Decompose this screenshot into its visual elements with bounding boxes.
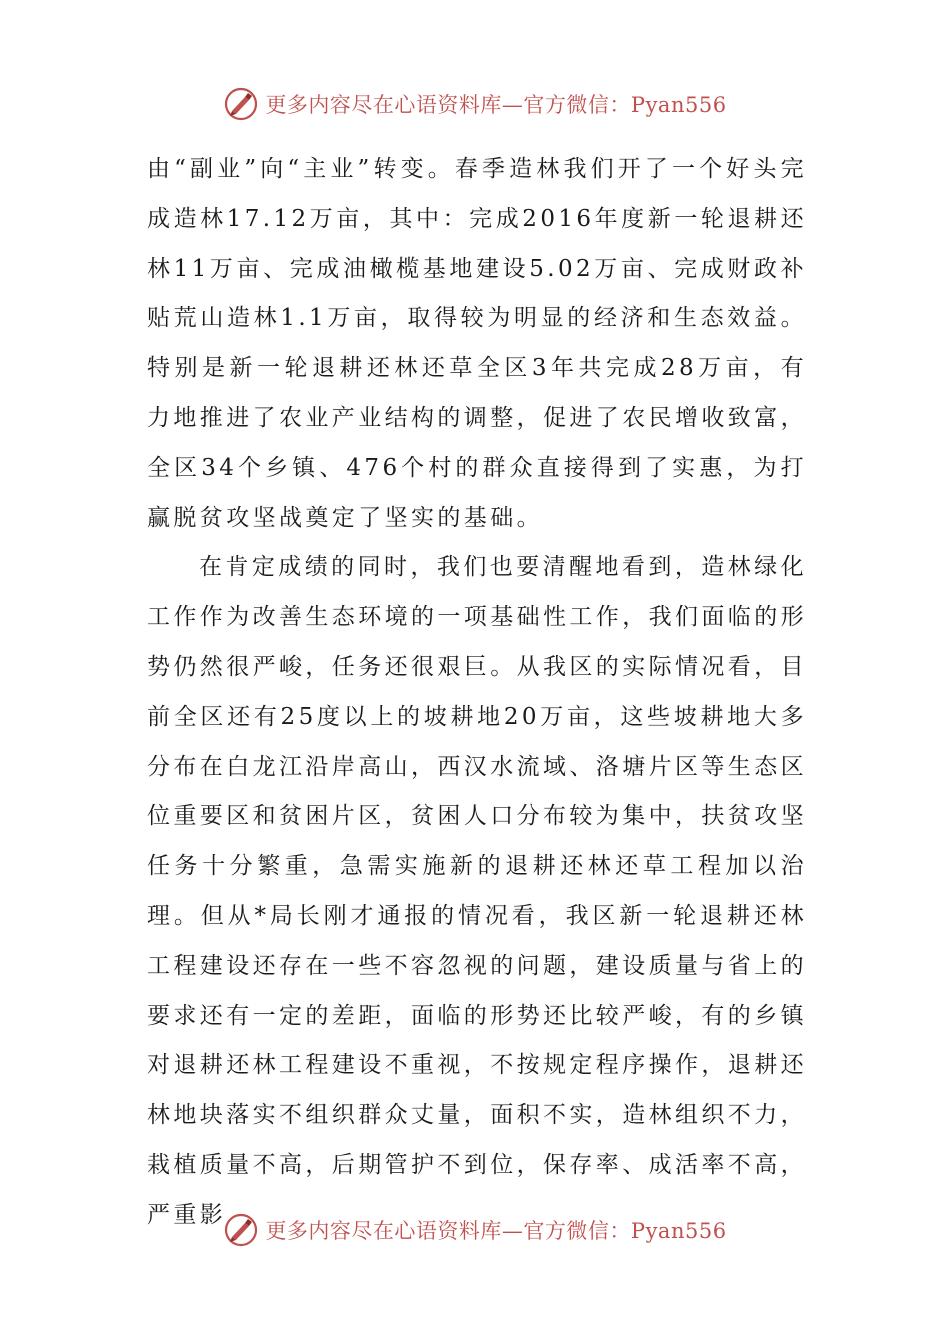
- footer-banner-text: 更多内容尽在心语资料库—官方微信：Pyan556: [265, 1219, 727, 1243]
- paragraph-1: 由“副业”向“主业”转变。春季造林我们开了一个好头完成造林17.12万亩，其中：完成2016年度新一轮退耕还林11万亩、完成油橄榄基地建设5.02万亩、完成财政补贴荒山造林1.1万亩，取得较为明显的经济和生态效益。特别是新一轮退耕还林还草全区3年共完成28万亩，有力地推进了农业产业结构的调整，促进了农民增收致富，全区34个乡镇、476个村的群众直接得到了实惠，为打赢脱贫攻坚战奠定了坚实的基础。: [147, 156, 807, 531]
- document-body: [147, 145, 807, 1241]
- header-banner-text: 更多内容尽在心语资料库—官方微信：Pyan556: [265, 93, 727, 117]
- pen-logo-icon: [223, 1212, 259, 1248]
- footer-banner: [0, 1210, 950, 1250]
- header-banner: [0, 84, 950, 124]
- paragraph-2: 在肯定成绩的同时，我们也要清醒地看到，造林绿化工作作为改善生态环境的一项基础性工作，我们面临的形势仍然很严峻，任务还很艰巨。从我区的实际情况看，目前全区还有25度以上的坡耕地20万亩，这些坡耕地大多分布在白龙江沿岸高山，西汉水流域、洛塘片区等生态区位重要区和贫困片区，贫困人口分布较为集中，扶贫攻坚任务十分繁重，急需实施新的退耕还林还草工程加以治理。但从*局长刚才通报的情况看，我区新一轮退耕还林工程建设还存在一些不容忽视的问题，建设质量与省上的要求还有一定的差距，面临的形势还比较严峻，有的乡镇对退耕还林工程建设不重视，不按规定程序操作，退耕还林地块落实不组织群众丈量，面积不实，造林组织不力，栽植质量不高，后期管护不到位，保存率、成活率不高，严重影: [147, 554, 807, 1228]
- pen-logo-icon: [223, 86, 259, 122]
